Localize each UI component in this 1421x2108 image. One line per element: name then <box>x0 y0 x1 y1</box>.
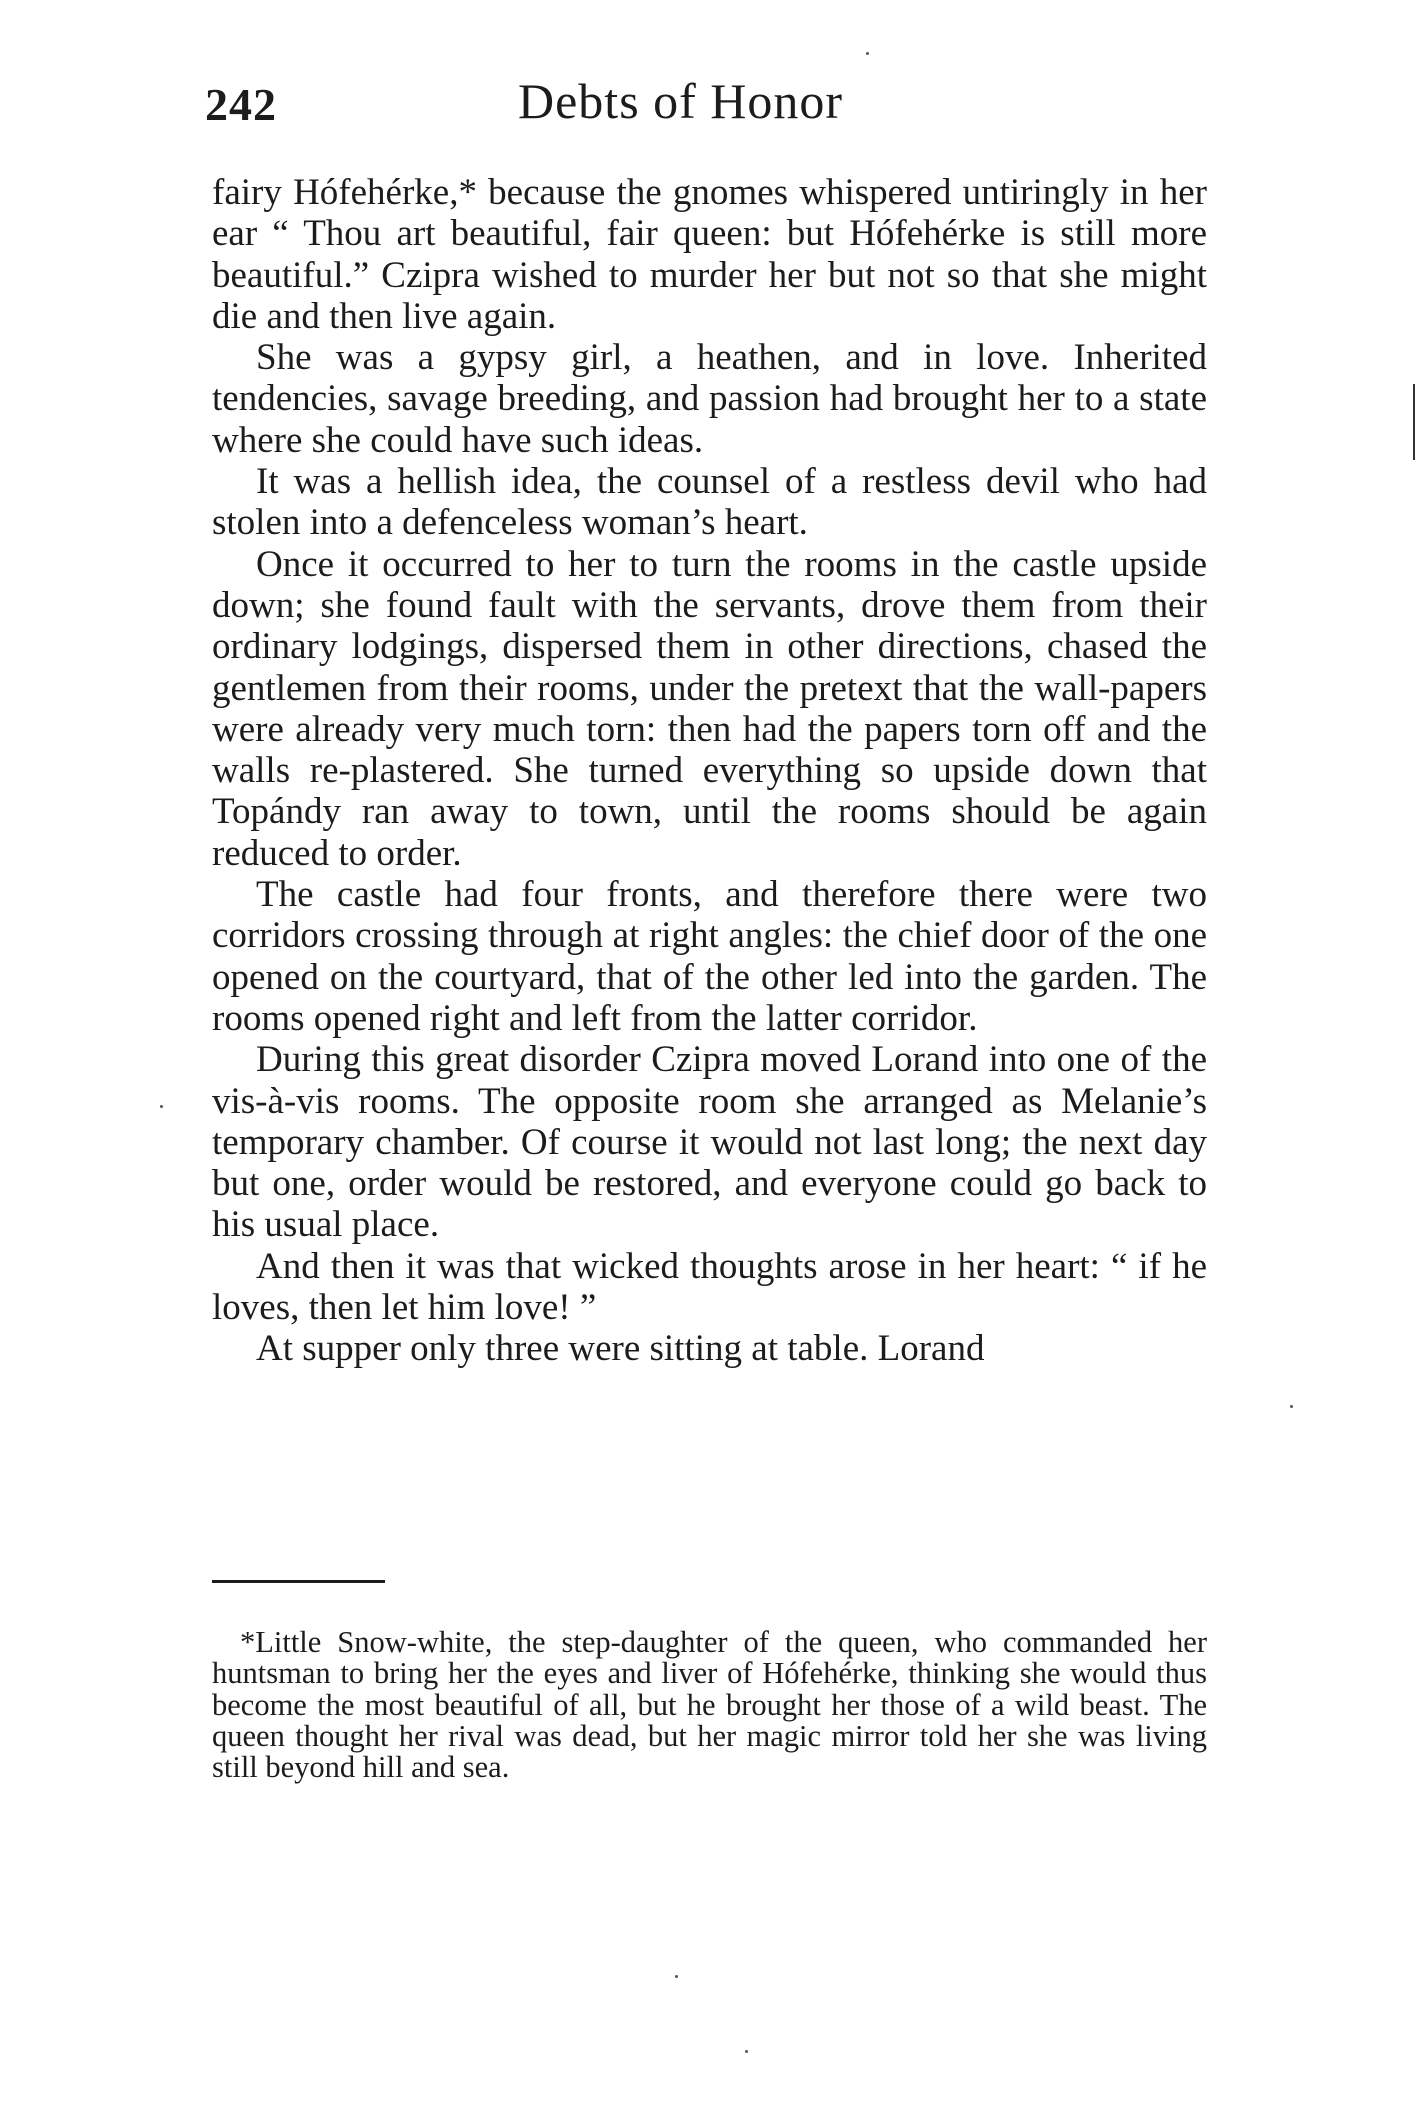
paragraph: She was a gypsy girl, a heathen, and in love. Inherited tendencies, savage breeding, and passion had brought her to a state where she could have such ideas. <box>212 337 1207 461</box>
running-title: Debts of Honor <box>518 73 844 129</box>
scan-speck <box>1290 1405 1293 1408</box>
footnote-rule <box>212 1580 385 1583</box>
paragraph: At supper only three were sitting at table. Lorand <box>256 1328 985 1370</box>
scan-speck <box>745 2050 748 2053</box>
paragraph: fairy Hófehérke,* because the gnomes whispered untiringly in her ear “ Thou art beautiful, fair queen: but Hófehérke is still more beautiful.” Czipra wished to murder her but not so that she might die and then live again. <box>212 172 1207 337</box>
paragraph: And then it was that wicked thoughts arose in her heart: “ if he loves, then let him love! ” <box>212 1245 1207 1329</box>
page-header <box>205 72 1205 132</box>
paragraph: During this great disorder Czipra moved Lorand into one of the vis-à-vis rooms. The opposite room she arranged as Melanie’s temporary chamber. Of course it would not last long; the next day but one, order would be restored, and everyone could go back to his usual place. <box>212 1039 1207 1246</box>
paragraph: The castle had four fronts, and therefore there were two corridors crossing through at right angles: the chief door of the one opened on the courtyard, that of the other led into the garden. The rooms opened right and left from the latter corridor. <box>212 874 1207 1039</box>
margin-mark <box>1413 384 1415 460</box>
paragraph: Once it occurred to her to turn the rooms in the castle upside down; she found fault with the servants, drove them from their ordinary lodgings, dispersed them in other directions, chased the gentlemen from their rooms, under the pretext that the wall-papers were already very much torn: then had the papers torn off and the walls re-plastered. She turned everything so upside down that Topándy ran away to town, until the rooms should be again reduced to order. <box>212 543 1207 874</box>
body-text <box>212 172 1207 1370</box>
paragraph: It was a hellish idea, the counsel of a restless devil who had stolen into a defenceless woman’s heart. <box>212 461 1207 544</box>
scan-speck <box>160 1105 163 1108</box>
scan-speck <box>866 52 869 55</box>
scan-speck <box>675 1975 678 1978</box>
footnote-text: *Little Snow-white, the step-daughter of the queen, who commanded her huntsman to bring her the eyes and liver of Hófehérke, thinking she would thus become the most beautiful of all, but he brought her those of a wild beast. The queen thought her rival was dead, but her magic mirror told her she was living still beyond hill and sea. <box>212 1625 1207 1785</box>
page-number: 242 <box>205 79 277 130</box>
footnote <box>212 1627 1207 1783</box>
